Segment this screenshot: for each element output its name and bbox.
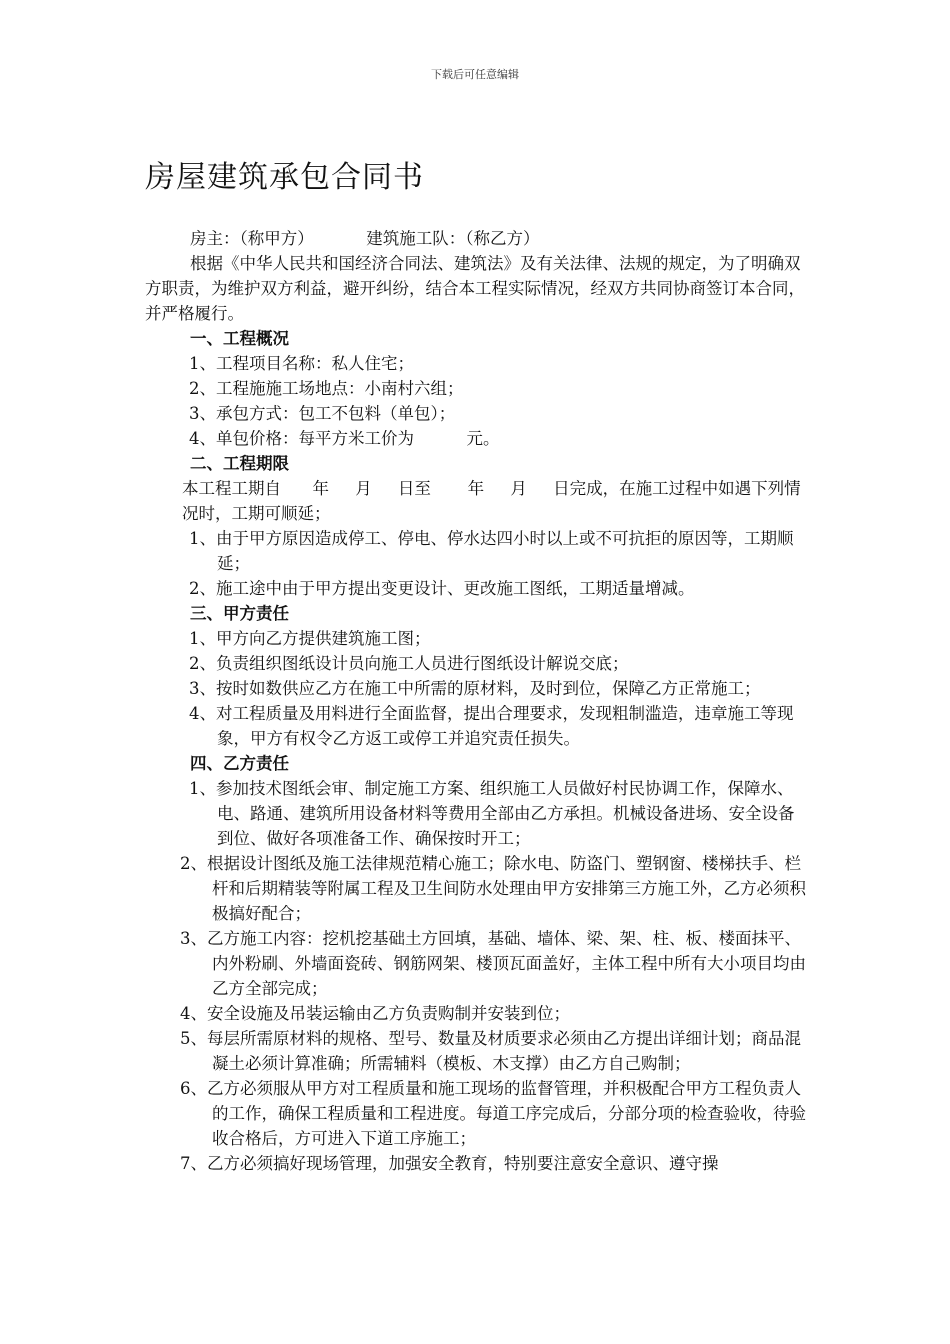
document-title: 房屋建筑承包合同书: [145, 160, 424, 195]
contract-body: [145, 226, 810, 1176]
page-header-note: 下载后可任意编辑: [431, 68, 519, 81]
parties-line: 房主：（称甲方） 建筑施工队：（称乙方）: [190, 229, 540, 248]
party-a-item: 4、对工程质量及用料进行全面监督，提出合理要求，发现粗制滥造，违章施工等现象，甲方有权令乙方返工或停工并追究责任损失。: [189, 704, 794, 748]
party-a-item: 3、按时如数供应乙方在施工中所需的原材料，及时到位，保障乙方正常施工；: [189, 679, 761, 698]
section-heading-party-b: 四、乙方责任: [190, 754, 289, 773]
overview-item: 1、工程项目名称：私人住宅；: [189, 354, 414, 373]
overview-item: 2、工程施施工场地点：小南村六组；: [189, 379, 464, 398]
schedule-item: 1、由于甲方原因造成停工、停电、停水达四小时以上或不可抗拒的原因等，工期顺延；: [189, 529, 794, 573]
section-heading-schedule: 二、工程期限: [190, 454, 289, 473]
party-b-item: 2、根据设计图纸及施工法律规范精心施工；除水电、防盗门、塑钢窗、楼梯扶手、栏杆和后期精装等附属工程及卫生间防水处理由甲方安排第三方施工外，乙方必须积极搞好配合；: [180, 854, 806, 923]
party-b-item: 3、乙方施工内容：挖机挖基础土方回填，基础、墙体、梁、架、柱、板、楼面抹平、内外粉刷、外墙面瓷砖、钢筋网架、楼顶瓦面盖好，主体工程中所有大小项目均由乙方全部完成；: [180, 929, 806, 998]
party-b-item: 4、安全设施及吊装运输由乙方负责购制并安装到位；: [180, 1004, 570, 1023]
party-a-item: 2、负责组织图纸设计员向施工人员进行图纸设计解说交底；: [189, 654, 629, 673]
section-heading-party-a: 三、甲方责任: [190, 604, 289, 623]
overview-item: 4、单包价格：每平方米工价为 元。: [189, 429, 500, 448]
intro-paragraph: 根据《中华人民共和国经济合同法、建筑法》及有关法律、法规的规定，为了明确双方职责，为维护双方利益，避开纠纷，结合本工程实际情况，经双方共同协商签订本合同，并严格履行。: [145, 254, 805, 323]
party-b-item: 1、参加技术图纸会审、制定施工方案、组织施工人员做好村民协调工作，保障水、电、路通、建筑所用设备材料等费用全部由乙方承担。机械设备进场、安全设备到位、做好各项准备工作、确保按时开工；: [189, 779, 795, 848]
party-b-item: 7、乙方必须搞好现场管理，加强安全教育，特别要注意安全意识、遵守操: [180, 1154, 719, 1173]
section-heading-overview: 一、工程概况: [190, 329, 289, 348]
party-b-item: 5、每层所需原材料的规格、型号、数量及材质要求必须由乙方提出详细计划；商品混凝土必须计算准确；所需辅料（模板、木支撑）由乙方自己购制；: [180, 1029, 801, 1073]
party-a-item: 1、甲方向乙方提供建筑施工图；: [189, 629, 431, 648]
overview-item: 3、承包方式：包工不包料（单包）；: [189, 404, 456, 423]
schedule-item: 2、施工途中由于甲方提出变更设计、更改施工图纸，工期适量增减。: [189, 579, 695, 598]
party-b-item: 6、乙方必须服从甲方对工程质量和施工现场的监督管理，并积极配合甲方工程负责人的工作，确保工程质量和工程进度。每道工序完成后，分部分项的检查验收，待验收合格后，方可进入下道工序施工；: [180, 1079, 806, 1148]
schedule-lead: 本工程工期自 年 月 日至 年 月 日完成，在施工过程中如遇下列情况时，工期可顺延；: [182, 479, 801, 523]
